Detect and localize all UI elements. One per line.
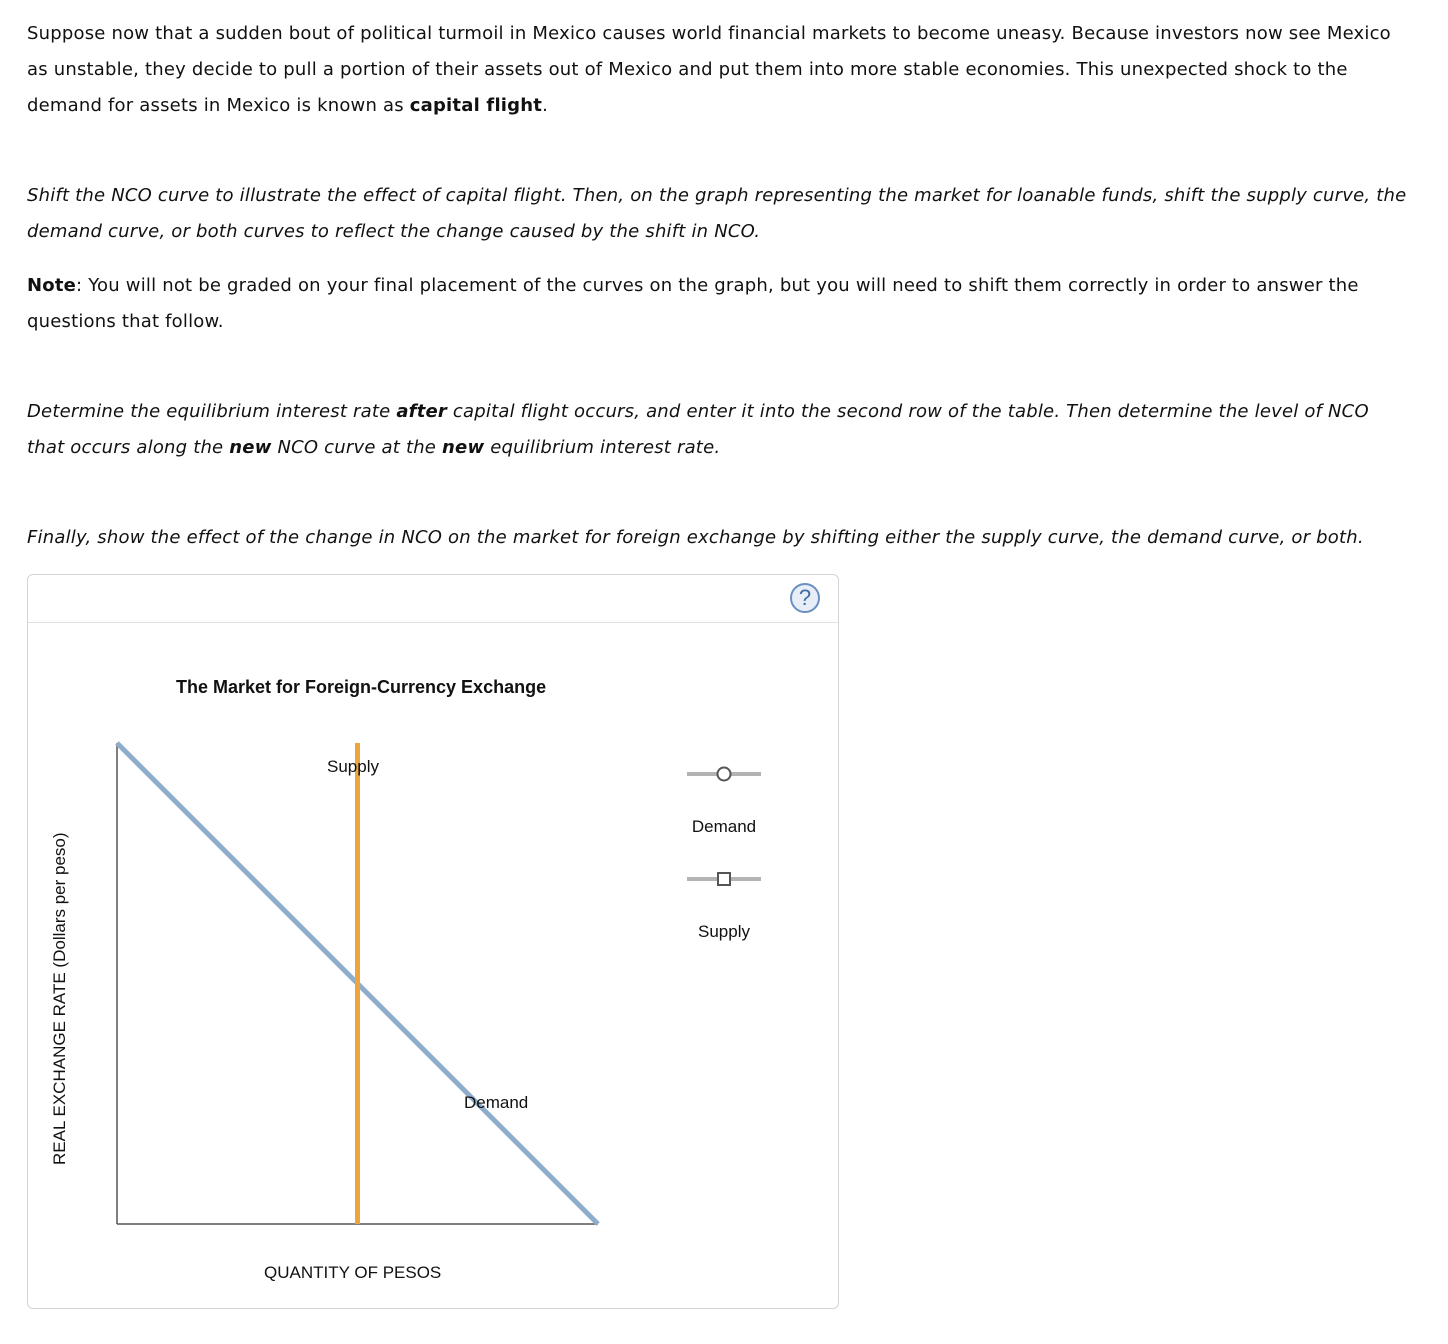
supply-curve-label: Supply [327, 757, 379, 776]
note-text: : You will not be graded on your final placement of the curves on the graph, but you will need to shift them correctly in order to answer the questions that follow. [27, 275, 1359, 332]
instr-part: capital flight occurs, and enter it into the second row of the table. Then determine the level of NCO that occurs along the [27, 401, 1369, 458]
supply-tool-label: Supply [698, 922, 750, 941]
chart-title: The Market for Foreign-Currency Exchange [176, 677, 547, 697]
capital-flight-term: capital flight [409, 95, 543, 116]
instr-part: equilibrium interest rate. [484, 437, 721, 458]
demand-tool-label: Demand [691, 817, 757, 836]
intro-text: Suppose now that a sudden bout of political turmoil in Mexico causes world financial markets to become uneasy. Because investors now see Mexico as unstable, they decide to pull a portion of their assets out of Mexico and put them into more stable economies. This unexpected shock to the demand for assets in Mexico is known as [27, 23, 1391, 116]
instr-bold-after: after [396, 401, 447, 422]
instr-bold-new: new [442, 437, 485, 458]
instruction-shift-nco [27, 178, 1407, 250]
x-axis-label: QUANTITY OF PESOS [264, 1263, 442, 1282]
instr-part: NCO curve at the [271, 437, 443, 458]
graph-panel [27, 574, 839, 1309]
supply-tool[interactable] [679, 866, 769, 946]
square-icon [679, 866, 769, 896]
help-icon[interactable]: ? [790, 583, 820, 613]
note-paragraph [27, 268, 1407, 340]
instr-bold-new: new [229, 437, 272, 458]
y-axis-label-text: REAL EXCHANGE RATE (Dollars per peso) [50, 832, 69, 1165]
instruction-foreign-exchange [27, 520, 1407, 556]
demand-curve-label: Demand [464, 1093, 529, 1112]
instruction-foreign-exchange-text: Finally, show the effect of the change in NCO on the market for foreign exchange by shifting either the supply curve, the demand curve, or both. [27, 527, 1364, 548]
demand-tool[interactable] [679, 761, 769, 841]
circle-icon [679, 761, 769, 791]
intro-end: . [542, 95, 549, 116]
instruction-shift-nco-text: Shift the NCO curve to illustrate the effect of capital flight. Then, on the graph representing the market for loanable funds, shift the supply curve, the demand curve, or both curves to reflect the change caused by the shift in NCO. [27, 185, 1407, 242]
instruction-equilibrium [27, 394, 1407, 466]
intro-paragraph [27, 16, 1407, 124]
note-label: Note [27, 275, 77, 296]
instr-part: Determine the equilibrium interest rate [27, 401, 397, 422]
